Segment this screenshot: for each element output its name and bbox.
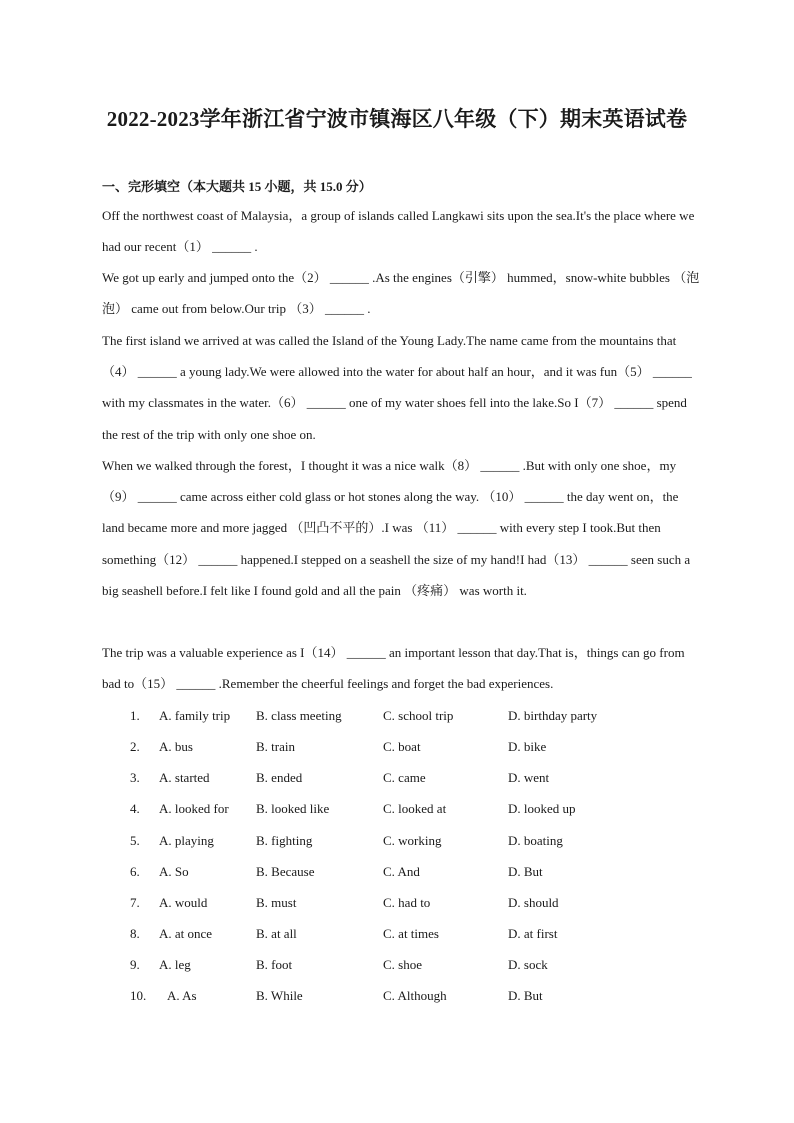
option-c: C. Although [383,988,447,1003]
option-d: D. But [508,988,543,1003]
question-row [0,770,794,801]
option-b: B. at all [256,926,297,941]
option-d: D. looked up [508,801,576,816]
option-a: A. leg [159,957,191,972]
option-d: D. should [508,895,559,910]
question-number: 9. [130,957,140,972]
question-number: 10. [130,988,147,1003]
option-b: B. fighting [256,833,313,848]
passage-paragraph-4: When we walked through the forest，I thought it was a nice walk（8） ______ .But with only one shoe，my（9） ______ came across either cold glass or hot stones along the way. （10） ______ the day went on，the land became more and more jagged （凹凸不平的）.I was （11） ______ with every step I took.But then something（12） ______ happened.I stepped on a seashell the size of my hand!I had（13） ______ seen such a big seashell before.I felt like I found gold and all the pain （疼痛） was worth it. [102,458,691,598]
question-row [0,926,794,957]
passage-paragraph-2: We got up early and jumped onto the（2） ______ .As the engines（引擎） hummed，snow-white bubbles （泡泡） came out from below.Our trip （3） ______ . [102,270,700,317]
question-number: 5. [130,833,140,848]
question-row [0,895,794,926]
option-c: C. had to [383,895,431,910]
option-d: D. at first [508,926,558,941]
option-d: D. But [508,864,543,879]
option-a: A. at once [159,926,213,941]
option-a: A. bus [159,739,193,754]
option-b: B. train [256,739,295,754]
question-number: 2. [130,739,140,754]
question-row [0,739,794,770]
question-row [0,864,794,895]
passage-paragraph-1: Off the northwest coast of Malaysia，a group of islands called Langkawi sits upon the sea.It's the place where we had our recent（1） ______ . [102,208,695,255]
question-row [0,957,794,988]
option-c: C. shoe [383,957,422,972]
option-d: D. sock [508,957,548,972]
question-row [0,801,794,832]
option-c: C. looked at [383,801,447,816]
option-a: A. So [159,864,189,879]
option-a: A. looked for [159,801,229,816]
question-number: 7. [130,895,140,910]
question-number: 6. [130,864,140,879]
question-row [0,988,794,1019]
option-b: B. Because [256,864,315,879]
option-b: B. class meeting [256,708,342,723]
option-a: A. started [159,770,210,785]
option-d: D. birthday party [508,708,598,723]
question-row [0,833,794,864]
option-c: C. school trip [383,708,454,723]
option-b: B. must [256,895,297,910]
option-d: D. bike [508,739,547,754]
option-b: B. ended [256,770,303,785]
passage-paragraph-5: The trip was a valuable experience as I（14） ______ an important lesson that day.That is，things can go from bad to（15） ______ .Remember the cheerful feelings and forget the bad experiences. [102,645,685,692]
option-c: C. working [383,833,442,848]
option-c: C. came [383,770,426,785]
option-b: B. looked like [256,801,330,816]
option-c: C. boat [383,739,421,754]
question-row [0,708,794,739]
option-d: D. went [508,770,550,785]
option-a: A. would [159,895,208,910]
question-number: 4. [130,801,140,816]
option-d: D. boating [508,833,563,848]
option-b: B. While [256,988,303,1003]
question-number: 1. [130,708,140,723]
option-b: B. foot [256,957,293,972]
option-c: C. And [383,864,420,879]
question-number: 8. [130,926,140,941]
section-heading: 一、完形填空（本大题共 15 小题，共 15.0 分） [102,179,372,194]
option-a: A. As [167,988,197,1003]
option-c: C. at times [383,926,439,941]
question-number: 3. [130,770,140,785]
option-a: A. playing [159,833,214,848]
passage-paragraph-3: The first island we arrived at was called the Island of the Young Lady.The name came from the mountains that（4） ______ a young lady.We were allowed into the water for about half an hour，and it was fun（5） ______ with my classmates in the water.（6） ______ one of my water shoes fell into the lake.So I（7） ______ spend the rest of the trip with only one shoe on. [102,333,692,442]
page-title: 2022-2023学年浙江省宁波市镇海区八年级（下）期末英语试卷 [106,107,688,131]
option-a: A. family trip [159,708,231,723]
